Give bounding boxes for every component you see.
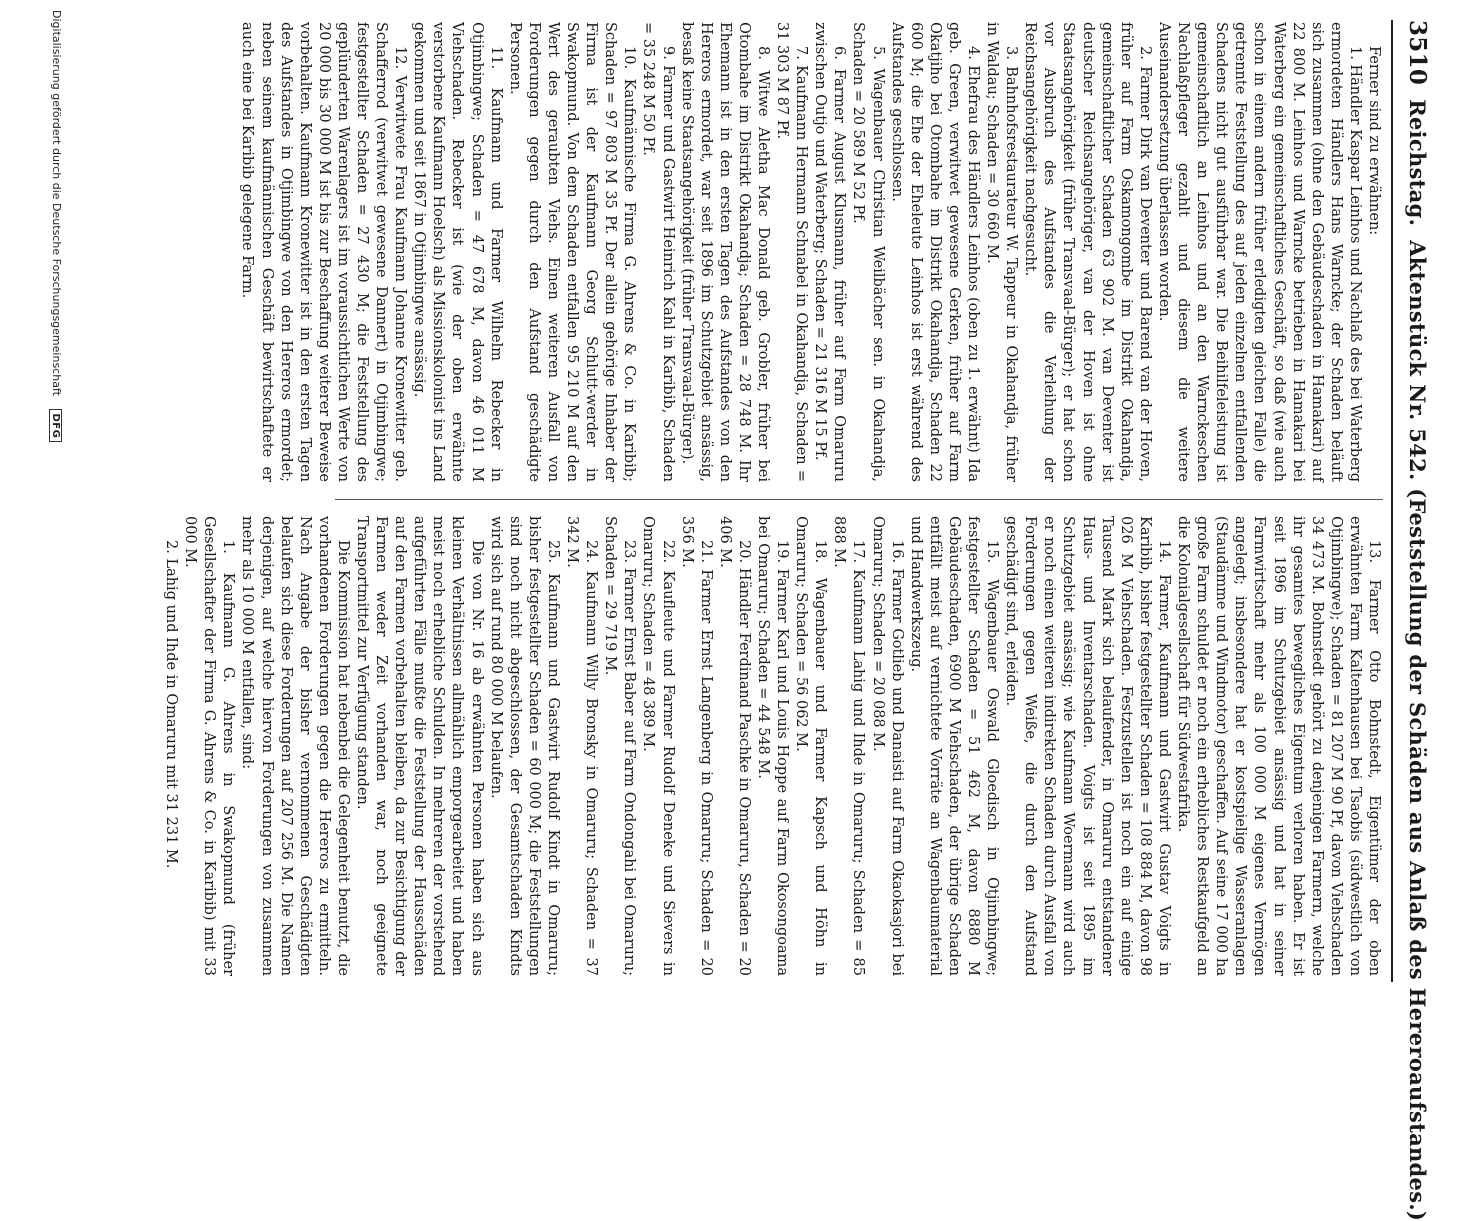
paragraph: 11. Kaufmann und Farmer Wilhelm Rebecker in Otjimbingwe; Schaden = 47 678 M, davon 46 011 M Viehschaden. Rebecker ist (wie der oben erwähnte verstorbene Kaufmann Hoelsch) als Missionskolonist ins Land gekommen und seit 1867 in Otjimbingwe ansässig. [411, 22, 504, 482]
paragraph: 2. Lahig und Ihde in Omaruru mit 31 231 M. [163, 540, 180, 869]
paragraph: 9. Farmer und Gastwirt Heinrich Kahl in Karibib, Schaden = 35 248 M 50 Pf. [640, 22, 676, 482]
paragraph: 13. Farmer Otto Bohnstedt, Eigentümer der oben erwähnten Farm Kaltenhausen bei Tsaobis (südwestlich von Otjimbingwe); Schaden = 81 207 M 90 Pf, davon Viehschaden 34 473 M. Bohnstedt gehört zu denjenigen Farmern, welche ihr gesamtes bewegliches Eigentum verloren haben. Er ist seit 1896 im Schutzgebiet ansässig und hat in seiner Farmwirtschaft mehr als 100 000 M eigenes Vermögen angelegt; insbesondere hat er kostspielige Wasseranlagen (Staudämme und Windmotor) geschaffen. Auf seine 17 000 ha große Farm schuldet er noch ein erhebliches Restkaufgeld an die Kolonialgesellschaft für Südwestafrika. [1175, 516, 1382, 976]
left-column [239, 22, 1383, 482]
paragraph: 19. Farmer Karl und Louis Hoppe auf Farm Okosongoama bei Omaruru; Schaden = 44 548 M. [755, 516, 791, 976]
credit-text: Digitalisierung gefördert durch die Deutsche Forschungsgemeinschaft [50, 10, 63, 396]
paragraph: 10. Kaufmännische Firma G. Ahrens & Co. in Karibib; Schaden = 97 803 M 35 Pf. Der allein gehörige Inhaber der Firma ist der Kaufmann Georg Schlutt-werder in Swakopmund. Von dem Schaden entfallen 95 210 M auf den Wert des geraubten Viehs. Einen weiteren Ausfall von Forderungen gegen durch den Aufstand geschädigte Personen. [506, 22, 638, 482]
paragraph: 1. Kaufmann G. Ahrens in Swakopmund (früher Gesellschafter der Firma G. Ahrens & Co. in Karibib) mit 33 000 M. [182, 516, 237, 976]
paragraph: 1. Händler Kaspar Leinhos und Nachlaß des bei Waterberg ermordeten Händlers Hans Warncke; der Schaden beläuft sich zusammen (ohne den Gebäudeschaden in Hamakari) auf 22 800 M. Leinhos und Warncke betrieben in Hamakari bei Waterberg ein gemeinschaftliches Geschäft, so daß (wie auch schon in einem andern früher erledigten gleichen Falle) die getrennte Feststellung des auf jeden einzelnen entfallenden Schadens nicht gut ausführbar war. Die Beihilfeleistung ist gemeinschaftlich an Leinhos und an den Warnckeschen Nachlaßpfleger gezahlt und diesem die weitere Auseinandersetzung überlassen worden. [1155, 22, 1363, 482]
paragraph: 22. Kaufleute und Farmer Rudolf Deneke und Sievers in Omaruru; Schaden = 48 389 M. [640, 516, 676, 976]
paragraph: 15. Wagenbauer Oswald Gloedisch in Otjimbingwe; festgestellter Schaden = 51 462 M, davon 8880 M Gebäudeschaden, 6900 M Viehschaden, der übrige Schaden entfällt meist auf vernichtete Vorräte an Wagenbaumaterial und Handwerkszeug. [907, 516, 1001, 976]
paragraph: 24. Kaufmann Willy Bronsky in Omaruru; Schaden = 37 342 M. [564, 516, 600, 976]
page-number: 3510 [1404, 20, 1431, 86]
paragraph: 17. Kaufmann Lahig und Ihde in Omaruru; Schaden = 85 888 M. [831, 516, 867, 976]
paragraph: Die von Nr. 16 ab erwähnten Personen haben sich aus kleinen Verhältnissen allmählich emporgearbeitet und haben meist noch erhebliche Schulden. In mehreren der vorstehend aufgeführten Fälle mußte die Feststellung der Hausschäden auf den Farmen vorbehalten bleiben, da zur Besichtigung der Farmen weder Zeit vorhanden war, noch geeignete Transportmittel zur Verfügung standen. [354, 516, 485, 976]
paragraph: 14. Farmer, Kaufmann und Gastwirt Gustav Voigts in Karibib, bisher festgestellter Schaden = 108 884 M, davon 98 026 M Viehschaden. Festzustellen ist noch ein auf einige Tausend Mark sich belaufender, in Omaruru entstandener Haus- und Inventarschaden. Voigts ist seit 1895 im Schutzgebiet ansässig; wie Kaufmann Woermann wird auch er noch einen weiteren indirekten Schaden durch Ausfall von Forderungen gegen Weiße, die durch den Aufstand geschädigt sind, erleiden. [1003, 516, 1172, 976]
paragraph: 18. Wagenbauer und Farmer Kapsch und Höhn in Omaruru; Schaden = 56 062 M. [793, 516, 829, 976]
paragraph: 12. Verwitwete Frau Kaufmann Johanne Kronewitter geb. Schafferrod (verwitwet gewesene Dannert) in Otjimbingwe; festgestellter Schaden = 27 430 M; die Feststellung des geplünderten Warenlagers ist im voraussichtlichen Werte von 20 000 bis 30 000 M ist bis zur Beschaffung weiterer Beweise vorbehalten. Kaufmann Kronewitter ist in den ersten Tagen des Aufstandes in Otjimbingwe von den Hereros ermordet; neben seinem kaufmännischen Geschäft bewirtschaftete er auch eine bei Karibib gelegene Farm. [239, 22, 409, 482]
right-column [163, 516, 1383, 976]
document-title: Aktenstück Nr. 542. (Feststellung der Schäden aus Anlaß des Hereroaufstandes.) [1405, 240, 1430, 1221]
paragraph: 2. Farmer Dirk van Deventer und Barend van der Hoven, früher auf Farm Oskamongombe im Distrikt Okahandja, gemeinschaftlicher Schaden 63 902 M. van Deventer ist deutscher Reichsangehöriger, van der Hoven ist ohne Staatsangehörigkeit (früher Transvaal-Bürger); er hat schon vor Ausbruch des Aufstandes die Verleihung der Reichsangehörigkeit nachgesucht. [1022, 22, 1153, 482]
paragraph: 3. Bahnhofsrestaurateur W. Tappeur in Okahandja, früher in Waldau; Schaden = 30 660 M. [984, 22, 1020, 482]
paragraph: 8. Witwe Aletha Mac Donald geb. Grobler, früher bei Otombahe im Distrikt Okahandja; Schaden = 28 748 M. Ihr Ehemann ist in den ersten Tagen des Aufstandes von den Hereros ermordet, war seit 1896 im Schutzgebiet ansässig, besaß keine Staatsangehörigkeit (früher Transvaal-Bürger). [678, 22, 771, 482]
dfg-logo: DFG [49, 409, 62, 442]
digitization-credit [43, 10, 63, 990]
paragraph: 6. Farmer August Klusmann, früher auf Farm Omaruru zwischen Outjo und Waterberg; Schaden = 21 316 M 15 Pf. [812, 22, 848, 482]
paragraph: 4. Ehefrau des Händlers Leinhos (oben zu 1. erwähnt) Ida geb. Green, verwitwet gewesene Gerken, früher auf Farm Okatjiho bei Otombahe im Distrikt Okahandja, Schaden 22 600 M; die Ehe der Eheleute Leinhos ist erst während des Aufstandes geschlossen. [888, 22, 982, 482]
running-head: Reichstag. [1405, 99, 1430, 227]
paragraph: 7. Kaufmann Hermann Schnabel in Okahandja, Schaden = 31 303 M 87 Pf. [774, 22, 810, 482]
paragraph: 16. Farmer Gotlieb und Danaisti auf Farm Okaokasjori bei Omaruru; Schaden = 20 088 M. [869, 516, 905, 976]
page-header [1397, 20, 1431, 1221]
paragraph: 20. Händler Ferdinand Paschke in Omaruru, Schaden = 20 406 M. [716, 516, 752, 976]
column-divider [335, 499, 1383, 500]
paragraph: Die Kommission hat nebenbei die Gelegenheit benutzt, die vorhandenen Forderungen gegen die Hereros zu ermitteln. Nach Angabe der bisher vernommenen Geschädigten belaufen sich diese Forderungen auf 207 256 M. Die Namen derjenigen, auf welche hiervon Forderungen von zusammen mehr als 10 000 M entfallen, sind: [239, 516, 351, 976]
paragraph: 23. Farmer Ernst Baber auf Farm Ondongahi bei Omaruru; Schaden = 29 719 M. [602, 516, 638, 976]
paragraph: Ferner sind zu erwähnen: [1366, 46, 1382, 236]
paragraph: 5. Wagenbauer Christian Weilbächer sen. in Okahandja, Schaden = 20 589 M 52 Pf. [850, 22, 886, 482]
paragraph: 25. Kaufmann und Gastwirt Rudolf Kindt in Omaruru; bisher festgestellter Schaden = 60 000 M; die Feststellungen sind noch nicht abgeschlossen, der Gesamtschaden Kindts wird sich auf rund 80 000 M belaufen. [487, 516, 561, 976]
paragraph: 21. Farmer Ernst Langenberg in Omaruru; Schaden = 20 356 M. [678, 516, 714, 976]
header-rule [1391, 20, 1393, 982]
